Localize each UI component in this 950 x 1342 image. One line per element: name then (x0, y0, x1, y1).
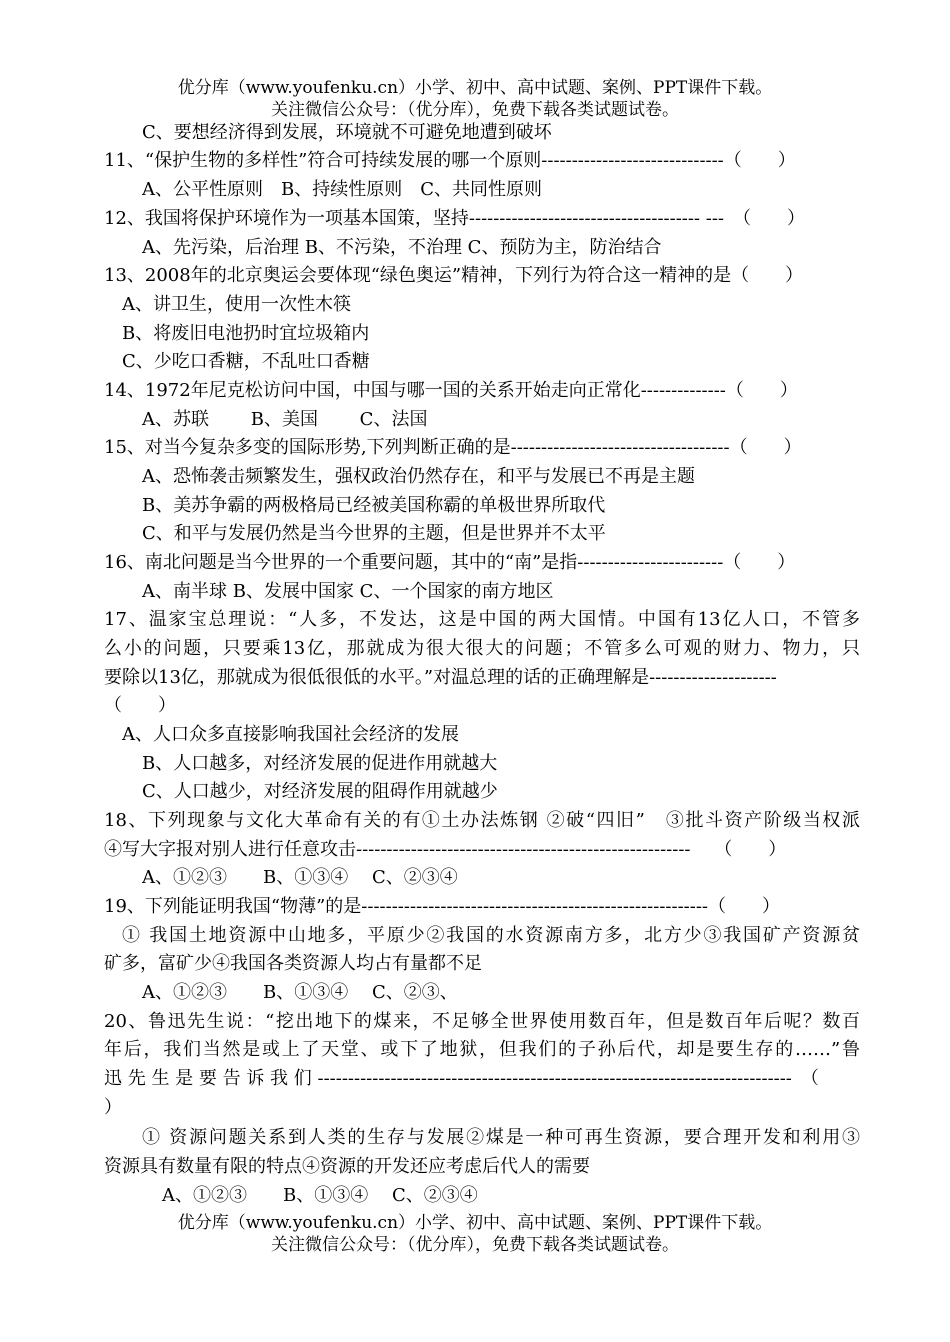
question-12: 12、我国将保护环境作为一项基本国策，坚持-------------------------------------- --- （ ） (104, 208, 805, 229)
question-12-options: A、先污染，后治理 B、不污染，不治理 C、预防为主，防治结合 (142, 237, 662, 258)
question-13-option-b: B、将废旧电池扔时宜垃圾箱内 (122, 323, 370, 344)
question-14-options: A、苏联 B、美国 C、法国 (142, 409, 428, 430)
question-19-line-2: 矿多，富矿少④我国各类资源人均占有量都不足 (104, 953, 482, 974)
question-13: 13、2008年的北京奥运会要体现“绿色奥运”精神，下列行为符合这一精神的是（ ） (104, 265, 804, 286)
question-15-option-b: B、美苏争霸的两极格局已经被美国称霸的单极世界所取代 (142, 495, 606, 516)
question-11-options: A、公平性原则 B、持续性原则 C、共同性原则 (142, 179, 542, 200)
question-20-line-1: 20、鲁迅先生说：“挖出地下的煤来，不足够全世界使用数百年，但是数百年后呢？数百 (104, 1011, 860, 1032)
question-19: 19、下列能证明我国“物薄”的是---------------------------------------------------------（ ） (104, 896, 780, 917)
question-13-option-a: A、讲卫生，使用一次性木筷 (122, 294, 351, 315)
q10-option-c: C、要想经济得到发展，环境就不可避免地遭到破坏 (142, 122, 552, 143)
question-17-line-2: 么小的问题，只要乘13亿，那就成为很大很大的问题；不管多么可观的财力、物力，只 (104, 638, 860, 659)
footer-line-2: 关注微信公众号：（优分库），免费下载各类试题试卷。 (271, 1235, 679, 1255)
question-20-line-5: ① 资源问题关系到人类的生存与发展②煤是一种可再生资源，要合理开发和利用③ (142, 1127, 860, 1148)
question-20-line-6: 资源具有数量有限的特点④资源的开发还应考虑后代人的需要 (104, 1156, 590, 1177)
question-17-option-c: C、人口越少，对经济发展的阻碍作用就越少 (142, 781, 498, 802)
question-16: 16、南北问题是当今世界的一个重要问题，其中的“南”是指------------------------（ ） (104, 552, 796, 573)
question-18-options: A、①②③ B、①③④ C、②③④ (142, 867, 458, 888)
question-20-options: A、①②③ B、①③④ C、②③④ (162, 1185, 478, 1206)
question-18-line-1: 18、下列现象与文化大革命有关的有①土办法炼钢 ②破“四旧” ③批斗资产阶级当权派 (104, 810, 860, 831)
question-17-line-4: （ ） (104, 695, 176, 716)
question-17-line-1: 17、温家宝总理说：“人多，不发达，这是中国的两大国情。中国有13亿人口，不管多 (104, 609, 860, 630)
question-16-options: A、南半球 B、发展中国家 C、一个国家的南方地区 (142, 581, 554, 602)
question-15-option-c: C、和平与发展仍然是当今世界的主题，但是世界并不太平 (142, 523, 606, 544)
question-17-option-b: B、人口越多，对经济发展的促进作用就越大 (142, 753, 498, 774)
question-20-line-3: 迅 先 生 是 要 告 诉 我 们 ------------------------------------------------------------------------------ （ (104, 1068, 819, 1089)
question-20-line-4: ） (104, 1097, 122, 1118)
question-17-option-a: A、人口众多直接影响我国社会经济的发展 (122, 724, 459, 745)
question-15: 15、对当今复杂多变的国际形势,下列判断正确的是------------------------------------（ ） (104, 437, 802, 458)
header-line-1: 优分库（www.youfenku.cn）小学、初中、高中试题、案例、PPT课件下载。 (177, 78, 773, 98)
footer-line-1: 优分库（www.youfenku.cn）小学、初中、高中试题、案例、PPT课件下载。 (177, 1213, 773, 1233)
question-15-option-a: A、恐怖袭击频繁发生，强权政治仍然存在，和平与发展已不再是主题 (142, 466, 695, 487)
question-19-line-1: ① 我国土地资源中山地多，平原少②我国的水资源南方多，北方少③我国矿产资源贫 (122, 925, 860, 946)
question-17-line-3: 要除以13亿，那就成为很低很低的水平。”对温总理的话的正确理解是--------------------- (104, 667, 777, 688)
question-11: 11、“保护生物的多样性”符合可持续发展的哪一个原则------------------------------（ ） (104, 150, 796, 171)
header-line-2: 关注微信公众号：（优分库），免费下载各类试题试卷。 (271, 100, 679, 120)
question-19-options: A、①②③ B、①③④ C、②③、 (142, 982, 458, 1003)
question-20-line-2: 年后，我们当然是或上了天堂、或下了地狱，但我们的子孙后代，却是要生存的……”鲁 (104, 1039, 860, 1060)
question-13-option-c: C、少吃口香糖，不乱吐口香糖 (122, 351, 370, 372)
question-14: 14、1972年尼克松访问中国，中国与哪一国的关系开始走向正常化--------------（ ） (104, 380, 798, 401)
question-18-line-2: ④写大字报对别人进行任意攻击------------------------------------------------------- （ ） (104, 839, 787, 860)
